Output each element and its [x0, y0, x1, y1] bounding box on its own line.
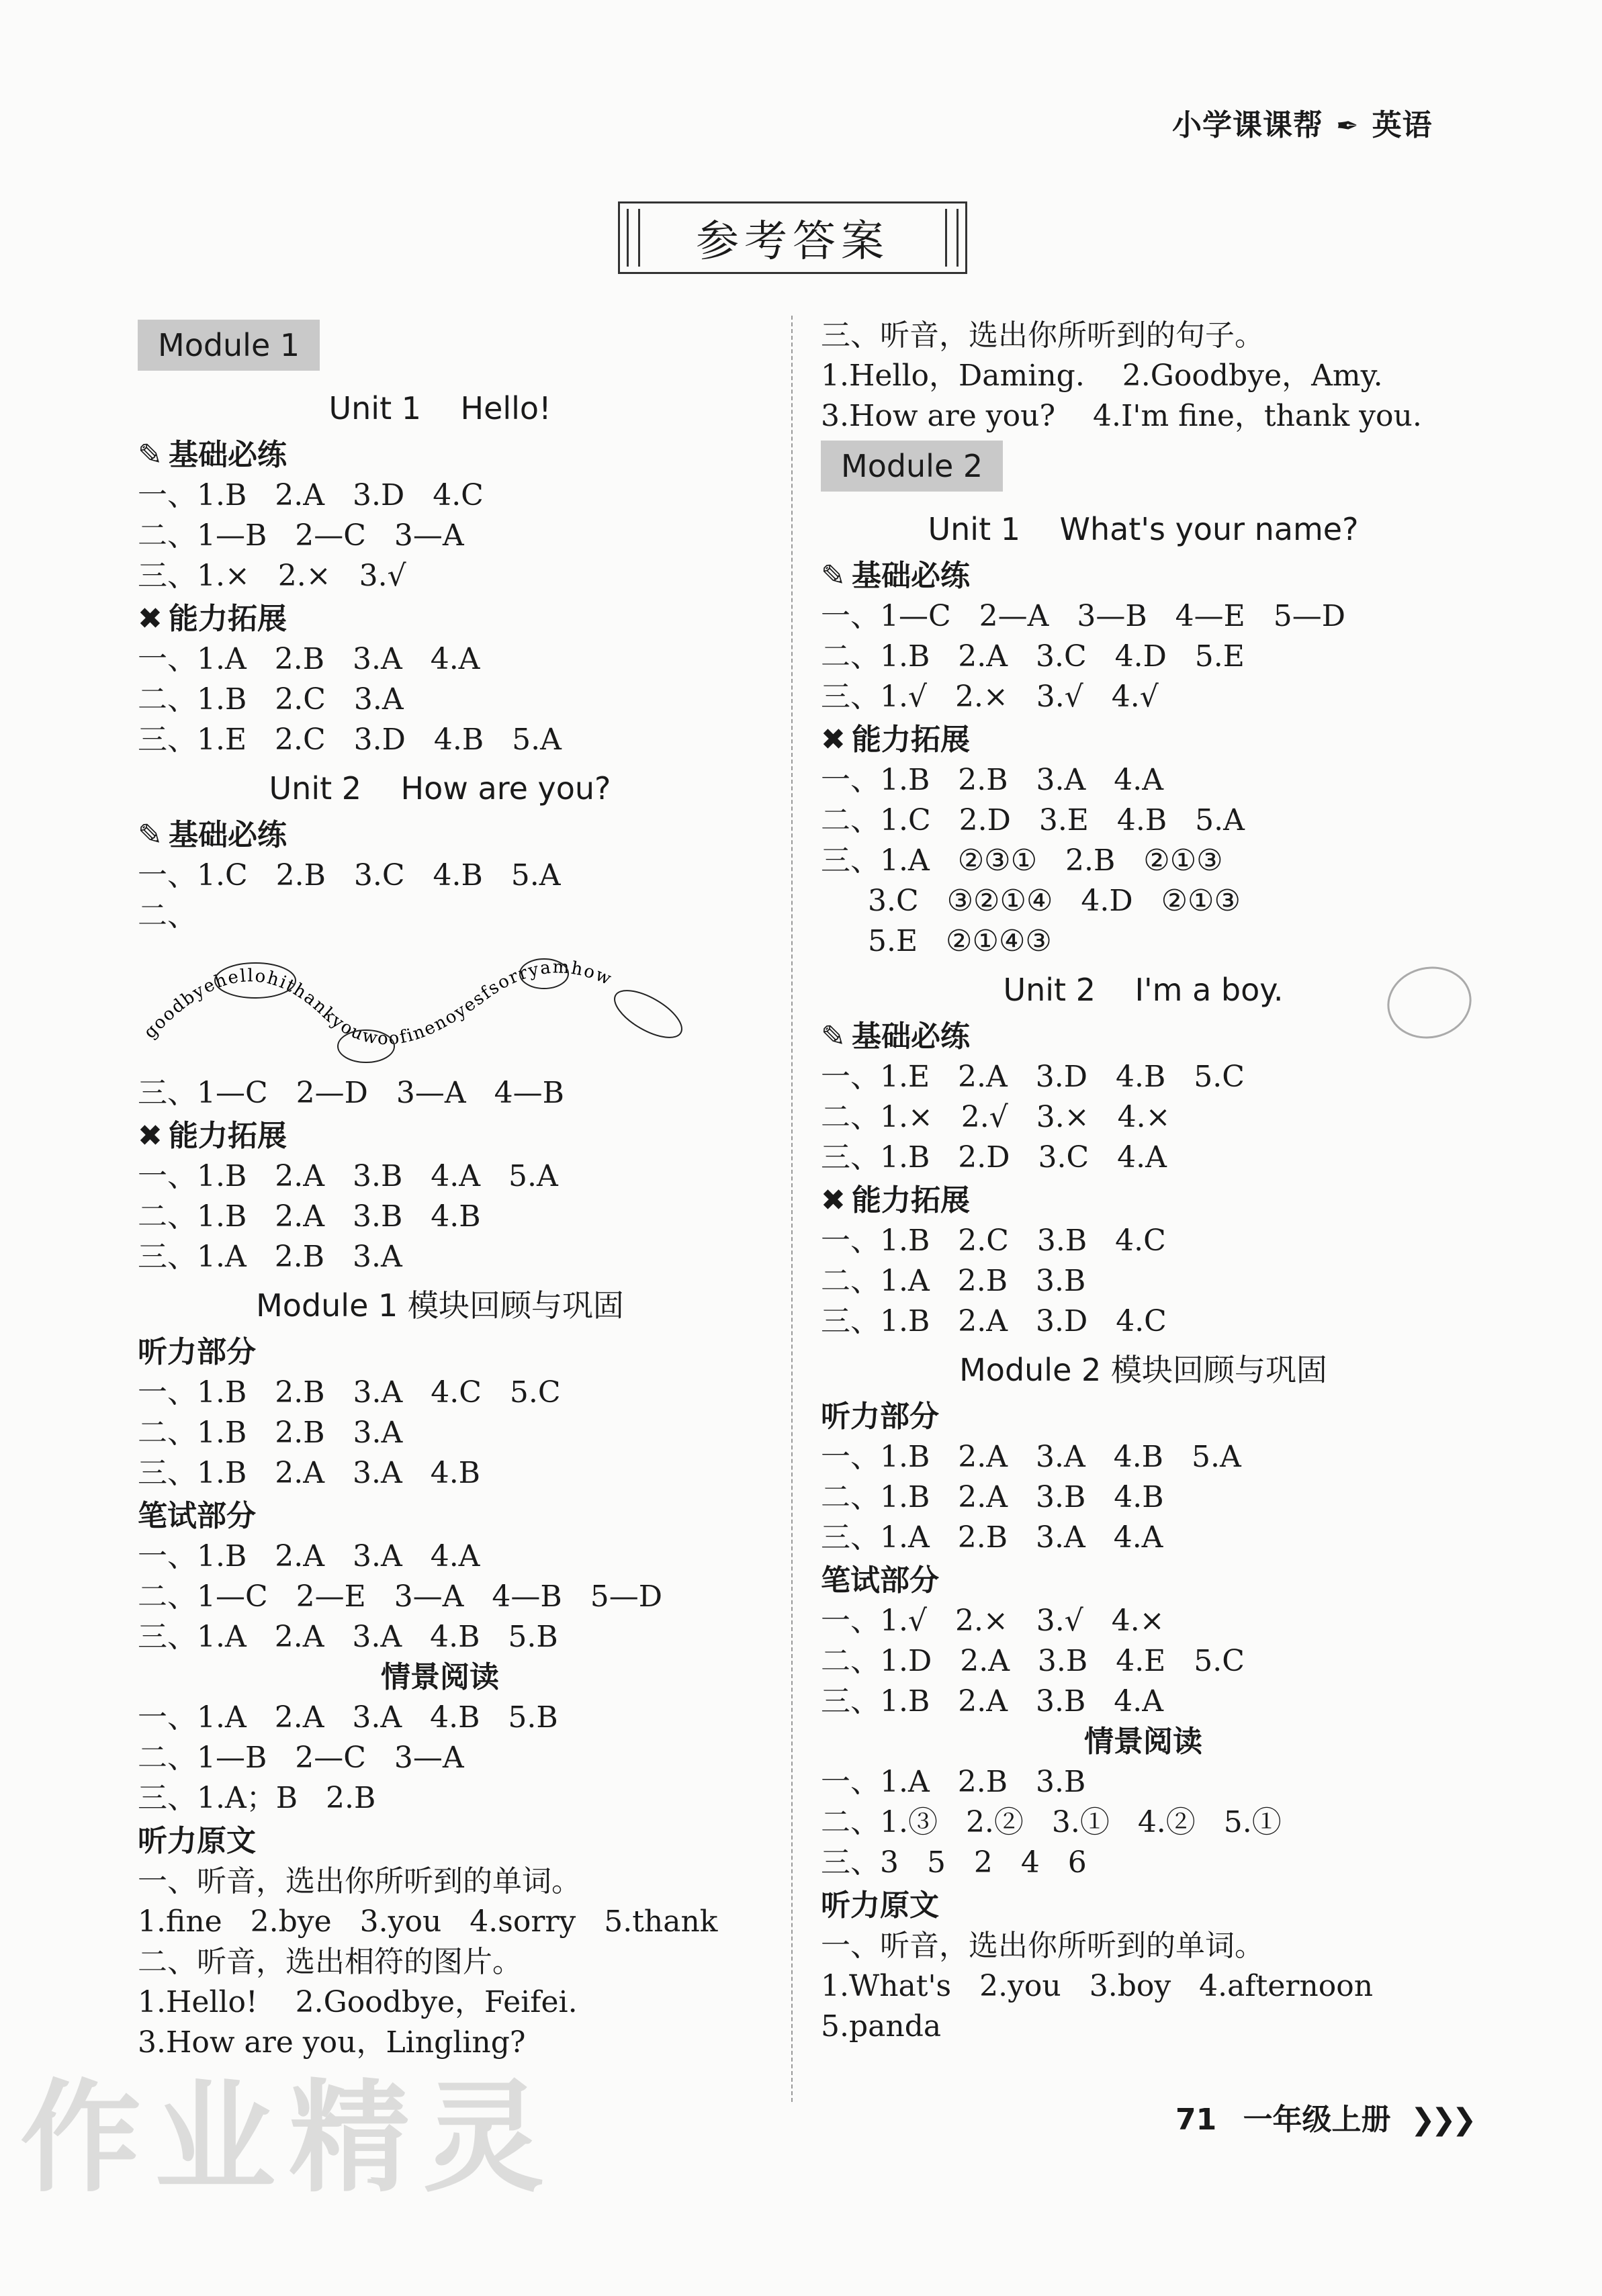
script-line: 1.What's 2.you 3.boy 4.afternoon — [821, 1969, 1374, 2003]
pencil-icon: ✎ — [138, 438, 163, 472]
right-column — [821, 316, 1466, 2047]
script-line: 一、听音，选出你所听到的单词。 — [821, 1929, 1264, 1963]
crossed-tools-icon: ✖ — [821, 723, 846, 757]
answer-line: 三、1.A ②③① 2.B ②①③ — [821, 843, 1223, 878]
section-written: 笔试部分 — [821, 1563, 939, 1598]
word-snake-text: goodbyehellohithankyouwoofinenoyesfsorryamhow — [140, 957, 615, 1050]
section-basic: ✎ 基础必练 — [821, 1017, 1466, 1057]
unit-title: Unit 2 I'm a boy. — [1003, 972, 1284, 1008]
page-title: 参考答案 — [696, 217, 889, 267]
answer-line: 三、1.E 2.C 3.D 4.B 5.A — [138, 723, 562, 757]
script-line: 一、听音，选出你所听到的单词。 — [138, 1864, 581, 1898]
section-written: 笔试部分 — [138, 1499, 256, 1533]
unit-title: Unit 2 How are you? — [269, 770, 611, 807]
section-extend: ✖ 能力拓展 — [821, 1181, 1466, 1221]
answer-line: 二、1.③ 2.② 3.① 4.② 5.① — [821, 1805, 1282, 1839]
section-listening: 听力部分 — [821, 1399, 939, 1434]
answer-line: 三、1—C 2—D 3—A 4—B — [138, 1076, 564, 1110]
answer-line: 二、1—B 2—C 3—A — [138, 1741, 464, 1775]
left-column — [138, 316, 742, 2063]
pencil-icon: ✎ — [138, 818, 163, 852]
answer-line: 3.C ③②①④ 4.D ②①③ — [868, 884, 1241, 918]
word-snake-svg — [138, 939, 729, 1066]
answer-line: 一、1.B 2.A 3.D 4.C — [138, 478, 484, 512]
section-script: 听力原文 — [138, 1824, 256, 1858]
section-basic: ✎ 基础必练 — [138, 815, 742, 856]
script-line: 1.Hello，Daming. 2.Goodbye，Amy. — [821, 359, 1383, 393]
answer-line: 三、1.A 2.A 3.A 4.B 5.B — [138, 1620, 558, 1654]
answer-line: 5.E ②①④③ — [868, 924, 1052, 958]
answer-line: 一、1.A 2.B 3.B — [821, 1765, 1086, 1799]
pencil-icon: ✎ — [821, 559, 846, 593]
answer-line: 一、1.B 2.B 3.A 4.A — [821, 763, 1164, 797]
crossed-tools-icon: ✖ — [138, 602, 163, 636]
answer-line: 二、1.B 2.B 3.A — [138, 1416, 403, 1450]
unit-title: Unit 1 Hello! — [328, 390, 551, 426]
answer-line: 一、1.B 2.B 3.A 4.C 5.C — [138, 1375, 561, 1410]
answer-line: 二、1.D 2.A 3.B 4.E 5.C — [821, 1644, 1245, 1678]
review-title: Module 2 模块回顾与巩固 — [959, 1352, 1327, 1388]
series-header — [1172, 101, 1433, 144]
script-line: 5.panda — [821, 2009, 942, 2044]
pencil-icon: ✎ — [821, 1019, 846, 1054]
series-name: 小学课课帮 — [1172, 108, 1323, 142]
script-line: 1.Hello! 2.Goodbye，Feifei. — [138, 1985, 578, 2019]
crossed-tools-icon: ✖ — [821, 1183, 846, 1218]
answer-line: 一、1.√ 2.× 3.√ 4.× — [821, 1604, 1165, 1638]
answer-line: 二、1.B 2.A 3.B 4.B — [138, 1199, 481, 1234]
section-basic: ✎ 基础必练 — [138, 435, 742, 475]
section-reading: 情景阅读 — [1084, 1725, 1202, 1759]
answer-line: 二、1.B 2.A 3.C 4.D 5.E — [821, 639, 1245, 674]
section-listening: 听力部分 — [138, 1335, 256, 1369]
paperclip-pen-icon: ✒ — [1336, 111, 1360, 142]
page-footer — [1175, 2095, 1473, 2138]
answer-line: 三、1.B 2.A 3.B 4.A — [821, 1684, 1164, 1718]
answer-line: 一、1.B 2.A 3.B 4.A 5.A — [138, 1159, 558, 1193]
script-line: 二、听音，选出相符的图片。 — [138, 1945, 522, 1979]
answer-line: 三、3 5 2 4 6 — [821, 1845, 1087, 1880]
answer-line: 二、1.C 2.D 3.E 4.B 5.A — [821, 803, 1245, 837]
answer-line: 一、1.B 2.A 3.A 4.B 5.A — [821, 1440, 1241, 1474]
script-line: 三、听音，选出你所听到的句子。 — [821, 318, 1264, 353]
answer-line: 二、1—B 2—C 3—A — [138, 518, 464, 553]
answer-line: 二、1.B 2.A 3.B 4.B — [821, 1480, 1164, 1514]
answer-line: 二、 — [138, 899, 197, 933]
module-2-tag: Module 2 — [821, 441, 1003, 492]
answer-line: 二、1.B 2.C 3.A — [138, 682, 404, 717]
section-extend: ✖ 能力拓展 — [821, 720, 1466, 760]
triple-chevron-icon: ❯❯❯ — [1410, 2103, 1473, 2137]
module-1-tag: Module 1 — [138, 320, 320, 371]
page-title-box — [618, 201, 967, 274]
word-snake-figure — [138, 939, 742, 1066]
section-extend: ✖ 能力拓展 — [138, 599, 742, 639]
script-line: 1.fine 2.bye 3.you 4.sorry 5.thank — [138, 1904, 718, 1939]
answer-line: 一、1.B 2.A 3.A 4.A — [138, 1539, 480, 1573]
review-title: Module 1 模块回顾与巩固 — [256, 1287, 624, 1324]
answer-line: 三、1.√ 2.× 3.√ 4.√ — [821, 680, 1159, 714]
circle-sorry — [608, 981, 689, 1047]
script-line: 3.How are you，Lingling? — [138, 2025, 526, 2060]
unit-title: Unit 1 What's your name? — [928, 511, 1359, 547]
answer-line: 二、1.× 2.√ 3.× 4.× — [821, 1100, 1171, 1134]
answer-line: 二、1.A 2.B 3.B — [821, 1264, 1086, 1298]
crossed-tools-icon: ✖ — [138, 1119, 163, 1153]
column-divider — [791, 316, 793, 2102]
section-reading: 情景阅读 — [381, 1660, 499, 1694]
answer-line: 一、1.A 2.B 3.A 4.A — [138, 642, 480, 676]
answer-line: 一、1.E 2.A 3.D 4.B 5.C — [821, 1060, 1245, 1094]
section-basic: ✎ 基础必练 — [821, 556, 1466, 596]
watermark-text: 作业精灵 — [20, 2068, 558, 2209]
section-script: 听力原文 — [821, 1888, 939, 1923]
answer-line: 三、1.A 2.B 3.A — [138, 1240, 402, 1274]
answer-line: 三、1.B 2.A 3.A 4.B — [138, 1456, 481, 1490]
answer-line: 一、1.A 2.A 3.A 4.B 5.B — [138, 1700, 558, 1735]
script-line: 3.How are you? 4.I'm fine，thank you. — [821, 399, 1422, 433]
section-extend: ✖ 能力拓展 — [138, 1116, 742, 1156]
grade-label: 一年级上册 — [1243, 2103, 1391, 2137]
page-number: 71 — [1175, 2103, 1217, 2137]
subject-name: 英语 — [1372, 108, 1433, 142]
answer-line: 一、1.B 2.C 3.B 4.C — [821, 1224, 1166, 1258]
answer-line: 一、1—C 2—A 3—B 4—E 5—D — [821, 599, 1345, 633]
answer-line: 一、1.C 2.B 3.C 4.B 5.A — [138, 858, 561, 892]
answer-line: 三、1.A；B 2.B — [138, 1781, 376, 1815]
answer-line: 二、1—C 2—E 3—A 4—B 5—D — [138, 1579, 662, 1614]
answer-line: 三、1.B 2.A 3.D 4.C — [821, 1304, 1167, 1338]
answer-line: 三、1.B 2.D 3.C 4.A — [821, 1140, 1167, 1175]
answer-line: 三、1.× 2.× 3.√ — [138, 559, 406, 593]
answer-line: 三、1.A 2.B 3.A 4.A — [821, 1520, 1163, 1555]
